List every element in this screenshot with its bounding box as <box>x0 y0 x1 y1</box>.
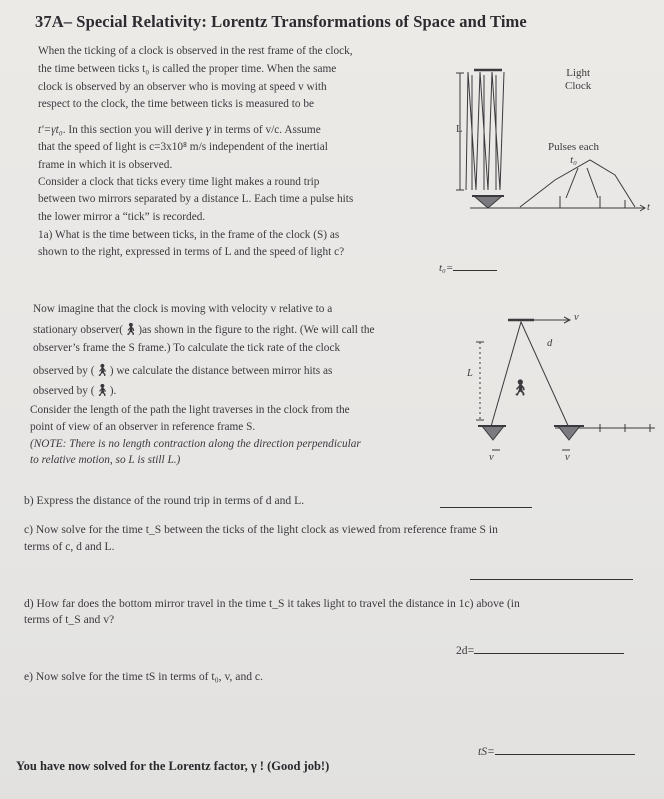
page-title: 37A– Special Relativity: Lorentz Transformations of Space and Time <box>35 12 527 31</box>
observer-icon: 🚶︎ <box>123 322 139 336</box>
section2-text-c: observed by ( <box>33 365 95 377</box>
intro-line-9: between two mirrors separated by a distance L. Each time a pulse hits <box>38 193 354 205</box>
figure1-t-axis-label: t <box>647 202 650 213</box>
figure2-v-label-right: v <box>565 452 570 463</box>
section2-text-f: ). <box>109 385 117 397</box>
figure2-L-label: L <box>467 368 473 379</box>
question-e: e) Now solve for the time tS in terms of t₀, v, and c. <box>24 670 263 683</box>
question-1a-line-2: shown to the right, expressed in terms of L and the speed of light c? <box>38 246 345 258</box>
pulses-label-t0: t₀ <box>570 154 577 166</box>
section2-line-7: point of view of an observer in reference frame S. <box>30 421 256 433</box>
section2-text-e: observed by ( <box>33 385 95 397</box>
question-d-line-2: terms of t_S and v? <box>24 613 115 626</box>
pulses-label-line1: Pulses each <box>548 141 600 153</box>
answer-ts-blank[interactable] <box>495 743 635 755</box>
closing-statement: You have now solved for the Lorentz factor, γ ! (Good job!) <box>16 759 330 773</box>
formula-continuation: . In this section you will derive <box>62 124 203 136</box>
section2-note-1: (NOTE: There is no length contraction along the direction perpendicular <box>30 438 361 450</box>
question-1a-line-1: 1a) What is the time between ticks, in the frame of the clock (S) as <box>38 229 340 241</box>
observer-icon-3: 🚶︎ <box>94 383 110 397</box>
figure2-d-label: d <box>547 338 553 349</box>
answer-ts-label: tS= <box>478 745 495 758</box>
intro-line-10: the lower mirror a “tick” is recorded. <box>38 211 206 223</box>
moving-bottom-mirror-1 <box>482 426 504 440</box>
figure2-v-label: v <box>574 312 579 323</box>
formula-t-prime: t'=γt₀ <box>38 124 63 136</box>
formula-tail: in terms of v/c. Assume <box>213 124 321 136</box>
question-c-line-1: c) Now solve for the time t_S between the ticks of the light clock as viewed from reference frame S in <box>24 523 498 536</box>
intro-line-8: Consider a clock that ticks every time light makes a round trip <box>38 176 320 188</box>
section2-line-6: Consider the length of the path the light traverses in the clock from the <box>30 404 350 416</box>
intro-line-3: clock is observed by an observer who is moving at speed v with <box>38 81 327 93</box>
intro-line-4: respect to the clock, the time between ticks is measured to be <box>38 98 315 110</box>
answer-b-blank[interactable] <box>440 494 532 508</box>
stationary-observer-icon: 🚶︎ <box>510 378 531 397</box>
light-clock-label-line2: Clock <box>565 80 592 92</box>
section2-line-3: observer’s frame the S frame.) To calculate the tick rate of the clock <box>33 342 341 354</box>
answer-ts <box>478 743 635 758</box>
answer-2d-blank[interactable] <box>474 642 624 654</box>
intro-line-1: When the ticking of a clock is observed in the rest frame of the clock, <box>38 45 353 57</box>
moving-light-path <box>490 322 570 430</box>
section2-line-1: Now imagine that the clock is moving with velocity v relative to a <box>33 303 333 315</box>
intro-line-7: frame in which it is observed. <box>38 159 173 171</box>
answer-c-blank[interactable] <box>470 567 633 580</box>
observer-icon-2: 🚶︎ <box>94 363 110 377</box>
section2-text-b: )as shown in the figure to the right. (We will call the <box>138 324 375 336</box>
gamma-symbol: γ <box>205 121 211 136</box>
question-b: b) Express the distance of the round trip in terms of d and L. <box>24 494 305 507</box>
question-c-line-2: terms of c, d and L. <box>24 540 115 553</box>
answer-2d-label: 2d= <box>456 644 475 657</box>
section2-text-d: ) we calculate the distance between mirror hits as <box>109 365 333 377</box>
t0-answer-label: t₀= <box>439 262 454 274</box>
section2-note-2: to relative motion, so L is still L.) <box>30 454 181 466</box>
moving-bottom-mirror-2 <box>558 426 580 440</box>
light-clock-label-line1: Light <box>566 67 591 79</box>
section2-text-a: stationary observer( <box>33 324 124 336</box>
question-d-line-1: d) How far does the bottom mirror travel in the time t_S it takes light to travel the distance in 1c) above (in <box>24 597 520 610</box>
answer-2d <box>456 642 624 657</box>
intro-line-2: the time between ticks t₀ is called the proper time. When the same <box>38 63 337 75</box>
intro-line-6: that the speed of light is c=3x10⁸ m/s independent of the inertial <box>38 141 328 153</box>
figure2-v-label-left: v <box>489 452 494 463</box>
figure1-L-label: L <box>456 124 463 135</box>
